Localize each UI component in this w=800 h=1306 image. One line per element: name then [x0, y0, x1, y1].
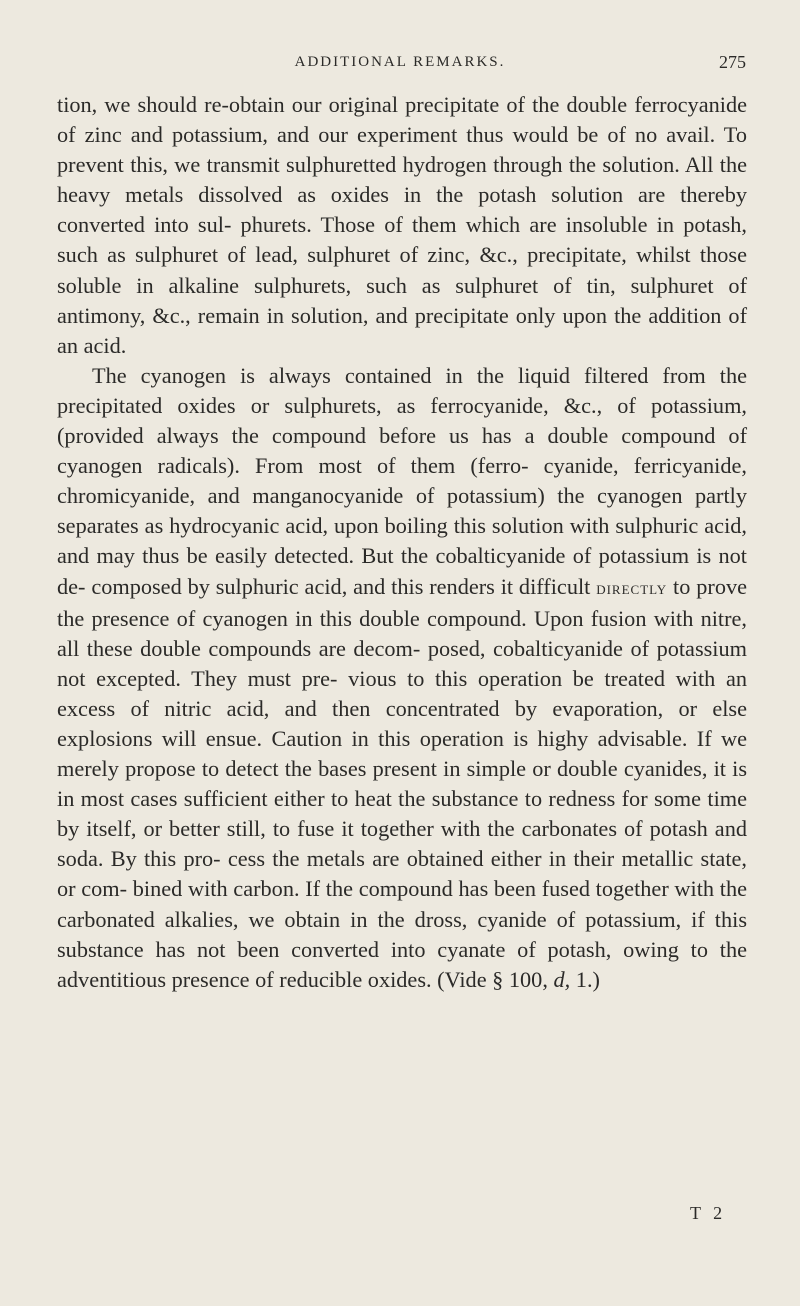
paragraph-1: tion, we should re-obtain our original precipitate of the double ferrocyanide of zinc and potassium, and our experiment thus would be of no avail. To prevent this, we transmit sulphuretted hydrogen through the solution. All the heavy metals dissolved as oxides in the potash solution are thereby converted into sul- phurets. Those of them which are insoluble in potash, such as sulphuret of lead, sulphuret of zinc, &c., precipitate, whilst those soluble in alkaline sulphurets, such as sulphuret of tin, sulphuret of antimony, &c., remain in solution, and precipitate only upon the addition of an acid. — [57, 92, 747, 358]
emphasis-directly: directly — [596, 577, 668, 599]
signature-mark: T 2 — [690, 1203, 727, 1223]
page-number: 275 — [719, 52, 746, 72]
reference-letter: d, — [553, 966, 571, 992]
reference-end: 1.) — [575, 966, 600, 992]
body-text — [57, 90, 747, 995]
paragraph-2-part-2: to prove the presence of cyanogen in this double compound. Upon fusion with nitre, all these double compounds are decom- posed, cobalticyanide of potassium not excepted. They must pre- vious to this operation be treated with an excess of nitric acid, and then concentrated by evaporation, or else explosions will ensue. Caution in this operation is highy advisable. If we merely propose to detect the bases present in simple or double cyanides, it is in most cases sufficient either to heat the substance to redness for some time by itself, or better still, to fuse it together with the carbonates of potash and soda. By this pro- cess the metals are obtained either in their metallic state, or com- bined with carbon. If the compound has been fused together with the carbonated alkalies, we obtain in the dross, cyanide of potassium, if this substance has not been converted into cyanate of potash, owing to the adventitious presence of reducible oxides. (Vide § 100, — [57, 573, 748, 992]
paragraph-2 — [57, 361, 747, 995]
running-header — [0, 54, 800, 78]
paragraph-2-part-1: The cyanogen is always contained in the liquid filtered from the precipitated oxides or sulphurets, as ferrocyanide, &c., of potassium, (provided always the compound before us has a double compound of cyanogen radicals). From most of them (ferro- cyanide, ferricyanide, chromicyanide, and manganocyanide of potassium) the cyanogen partly separates as hydrocyanic acid, upon boiling this solution with sulphuric acid, and may thus be easily detected. But the cobalticyanide of potassium is not de- composed by sulphuric acid, and this renders it difficult — [57, 362, 747, 599]
running-header-title: ADDITIONAL REMARKS. — [294, 54, 506, 70]
